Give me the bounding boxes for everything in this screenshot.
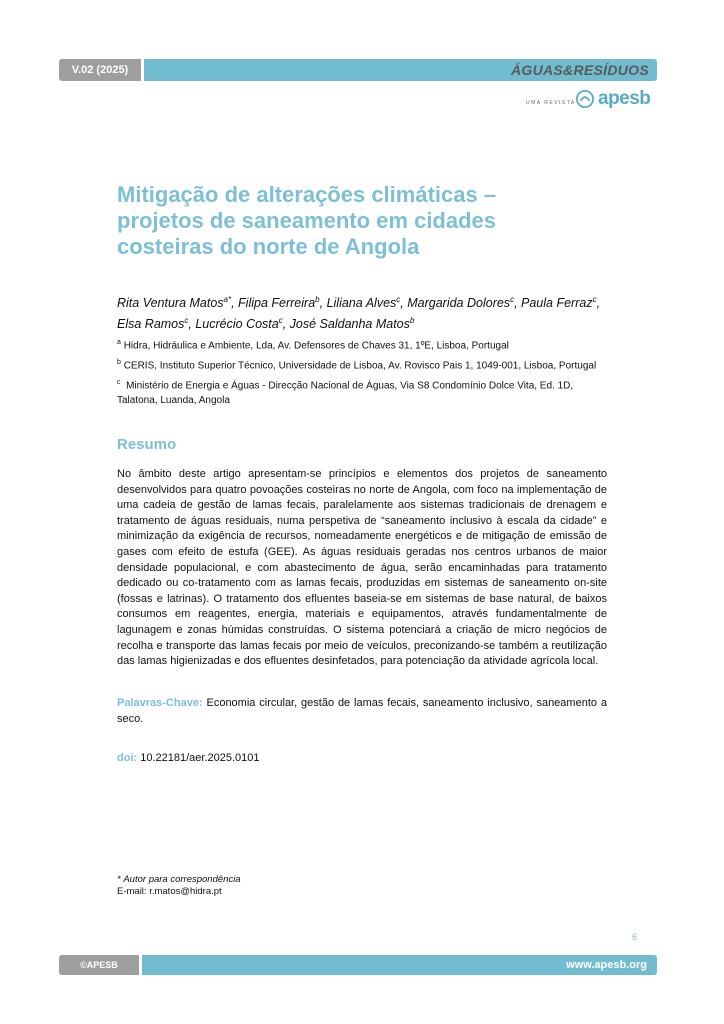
publisher-prefix: UMA REVISTA: [526, 100, 576, 106]
email-label: E-mail:: [117, 886, 147, 897]
author: Rita Ventura Matos: [117, 296, 224, 311]
volume-badge: V.02 (2025): [59, 59, 141, 81]
author-list: Rita Ventura Matos$^{a*}$, Filipa Ferreira$^b$, Liliana Alves$^c$, Margarida Dolores$^c$, Paula Ferraz$^c$, Elsa Ramos$^c$, Lucrécio Costa$^c$, José Saldanha Matos$^b$: [117, 295, 601, 332]
footer-band: [142, 955, 657, 975]
affiliation-b: $^b$ CERIS, Instituto Superior Técnico, Universidade de Lisboa, Av. Rovisco Pais 1, 1049-001, Lisboa, Portugal: [117, 359, 597, 372]
page-number: 6: [632, 932, 638, 942]
publisher-logo: [526, 88, 661, 112]
author: Margarida Dolores: [407, 296, 511, 311]
abstract-text: No âmbito deste artigo apresentam-se princípios e elementos dos projetos de saneamento desenvolvidos para quatro povoações costeiras no norte de Angola, com foco na implementação de uma cadeia de gestão de lamas fecais, paralelamente aos sistemas tradicionais de drenagem e tratamento de águas residuais, numa perspetiva de “saneamento inclusivo à escala da cidade” e minimização da exigência de recursos, nomeadamente energéticos e de mitigação de emissão de gases com efeito de estufa (GEE). As águas residuais geradas nos centros urbanos de maior densidade populacional, e com abastecimento de água, serão encaminhadas para tratamento dedicado ou co-tratamento com as lamas fecais, produzidas em sistemas de saneamento on-site (fossas e latrinas). O tratamento dos efluentes baseia-se em sistemas de base natural, de baixos consumos em reagentes, energia, materiais e equipamentos, através fundamentalmente de lagunagem e zonas húmidas construídas. O sistema potenciará a criação de micro negócios de recolha e transporte das lamas fecais por meio de veículos, preconizando-se também a reutilização das lamas higienizadas e dos efluentes desinfetados, para potenciação da atividade agrícola local.: [117, 468, 607, 668]
author: Elsa Ramos: [117, 317, 185, 332]
keywords-text: Economia circular, gestão de lamas fecais, saneamento inclusivo, saneamento a seco.: [117, 697, 607, 725]
author: Liliana Alves: [326, 296, 397, 311]
author: Paula Ferraz: [521, 296, 593, 311]
keywords: [117, 696, 607, 727]
doi-value[interactable]: 10.22181/aer.2025.0101: [140, 752, 260, 764]
author: José Saldanha Matos: [289, 317, 410, 332]
article-title: Mitigação de alterações climáticas – projetos de saneamento em cidades costeiras do norte de Angola: [117, 182, 497, 259]
author: Lucrécio Costa: [195, 317, 279, 332]
author: Filipa Ferreira: [238, 296, 316, 311]
journal-brand: ÁGUAS&RESÍDUOS: [511, 62, 649, 78]
website-link[interactable]: www.apesb.org: [566, 959, 647, 971]
doi-label: doi:: [117, 752, 138, 764]
correspondence-label: Autor para correspondência: [123, 874, 241, 885]
copyright-badge: ©APESB: [59, 955, 139, 975]
doi: [117, 752, 260, 764]
abstract-heading: Resumo: [117, 436, 177, 453]
affiliation-c: $^c$ Ministério de Energia e Águas - Direcção Nacional de Águas, Via S8 Condomínio Dolce Vita, Ed. 1D, Talatona, Luanda, Angola: [117, 379, 574, 407]
keywords-label: Palavras-Chave:: [117, 697, 203, 709]
email-link[interactable]: r.matos@hidra.pt: [149, 886, 222, 897]
affiliation-a: $^a$ Hidra, Hidráulica e Ambiente, Lda, Av. Defensores de Chaves 31, 1ºE, Lisboa, Portugal: [117, 339, 509, 352]
publisher-name: apesb: [598, 88, 651, 109]
apesb-logo-icon: [576, 90, 594, 108]
header-band: [144, 59, 657, 81]
correspondence-note: * Autor para correspondência E-mail: r.matos@hidra.pt: [117, 874, 241, 897]
